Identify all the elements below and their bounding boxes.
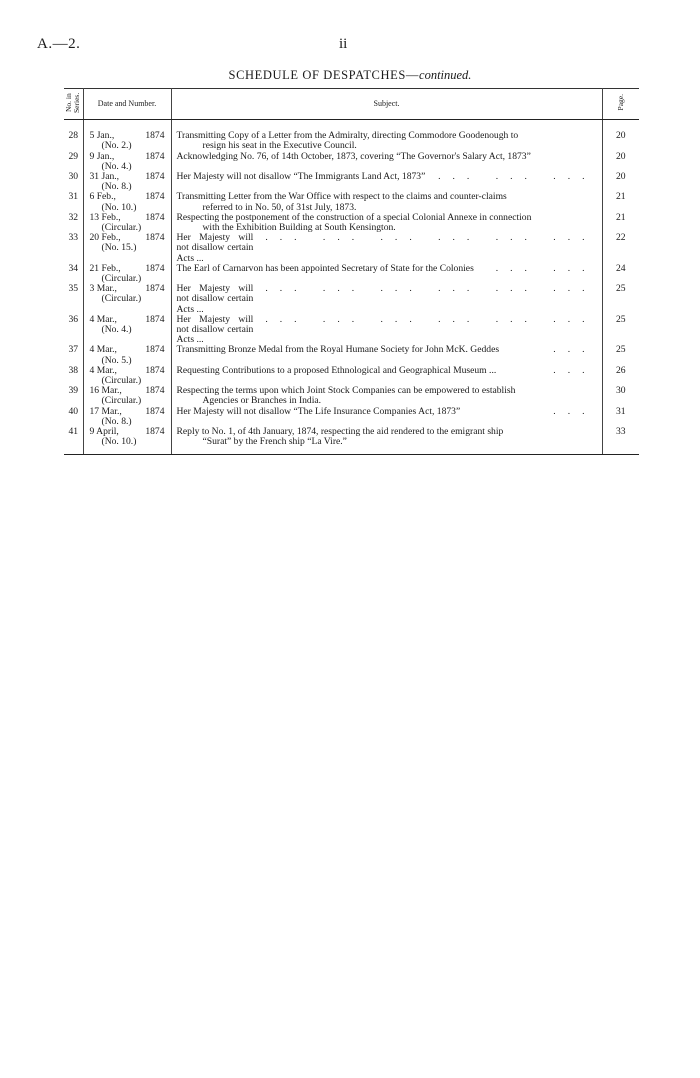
date-and-number [83,120,171,152]
table-row [64,192,639,212]
despatch-subject [171,152,602,172]
table-row [64,120,639,152]
despatch-number: (Circular.) [101,375,142,387]
subject-continuation: “Surat” by the French ship “La Vire.” [202,436,347,448]
subject-text: Transmitting Bronze Medal from the Royal Humane Society for John McK. Geddes [176,344,500,356]
series-number: 37 [64,345,83,365]
header-page-label: Page. [615,94,625,111]
despatch-subject [171,407,602,427]
despatch-day-month: 5 Jan., [89,130,115,142]
despatch-year: 1874 [145,211,165,223]
date-and-number [83,345,171,365]
schedule-title [0,68,700,83]
subject-line [177,345,597,355]
table-row [64,213,639,233]
despatch-year: 1874 [145,313,165,325]
despatch-day-month: 9 Jan., [89,150,115,162]
subject-text: Respecting the postponement of the construction of a special Colonial Annexe in connection [176,211,532,223]
despatch-day-month: 4 Mar., [89,313,117,325]
series-number: 29 [64,152,83,172]
subject-text: Her Majesty will not disallow certain Acts ... [176,283,254,315]
table-row [64,407,639,427]
series-number: 39 [64,386,83,406]
despatch-year: 1874 [145,171,165,183]
subject-text: Reply to No. 1, of 4th January, 1874, respecting the aid rendered to the emigrant ship [176,426,504,438]
series-number: 35 [64,284,83,315]
series-number: 32 [64,213,83,233]
despatch-year: 1874 [145,150,165,162]
despatch-day-month: 3 Mar., [89,283,117,295]
despatch-day-month: 20 Feb., [89,232,121,244]
date-and-number [83,264,171,284]
table-row [64,264,639,284]
despatch-subject [171,192,602,212]
page-reference: 25 [615,283,626,295]
date-and-number [83,213,171,233]
despatch-number: (No. 8.) [101,181,132,193]
subject-text: Her Majesty will not disallow “The Immigrants Land Act, 1873” [176,171,426,183]
subject-text: Her Majesty will not disallow certain Acts ... [176,232,254,264]
page-reference: 20 [615,130,626,142]
page-reference: 21 [615,211,626,223]
page-reference: 20 [615,150,626,162]
date-and-number [83,366,171,386]
despatch-year: 1874 [145,283,165,295]
table-row [64,233,639,264]
date-and-number [83,407,171,427]
despatch-day-month: 21 Feb., [89,262,121,274]
despatch-day-month: 6 Feb., [89,191,116,203]
subject-continuation: resign his seat in the Executive Council. [202,140,357,152]
subject-continuation: with the Exhibition Building at South Kensington. [202,222,396,234]
header-subject: Subject. [171,89,602,120]
table-row [64,152,639,172]
subject-text: The Earl of Carnarvon has been appointed Secretary of State for the Colonies [176,262,474,274]
subject-line [177,366,597,376]
series-number: 31 [64,192,83,212]
date-and-number [83,172,171,192]
page-reference: 30 [615,385,626,397]
subject-text: Requesting Contributions to a proposed Ethnological and Geographical Museum ... [176,364,497,376]
document-reference: A.—2. [37,36,81,52]
despatch-number: (No. 5.) [101,354,132,366]
despatch-subject [171,345,602,365]
series-number: 40 [64,407,83,427]
despatch-subject [171,427,602,454]
despatch-day-month: 4 Mar., [89,364,117,376]
page-reference: 33 [602,427,639,454]
date-and-number [83,233,171,264]
leader-dots: ... [553,344,597,356]
despatch-year: 1874 [145,262,165,274]
despatch-subject [171,366,602,386]
despatch-year: 1874 [145,364,165,376]
leader-dots: ... ... [495,262,597,274]
subject-text: Transmitting Copy of a Letter from the Admiralty, directing Commodore Goodenough to [176,130,519,142]
subject-continuation: referred to in No. 50, of 31st July, 1873. [202,201,357,213]
header-series [64,89,83,120]
page-reference: 25 [615,344,626,356]
table-header-row [64,89,639,120]
despatch-schedule-table [64,88,639,455]
despatch-day-month: 13 Feb., [89,211,121,223]
despatch-number: (No. 4.) [101,324,132,336]
despatch-number: (Circular.) [101,222,142,234]
despatch-number: (No. 8.) [101,415,132,427]
leader-dots: ... ... ... ... ... ... [265,283,597,295]
despatch-subject [171,264,602,284]
page-reference: 21 [615,191,626,203]
table-row [64,172,639,192]
date-and-number [83,386,171,406]
subject-line [177,407,597,417]
despatch-number: (Circular.) [101,293,142,305]
header-date: Date and Number. [83,89,171,120]
table-row [64,345,639,365]
page-reference: 31 [615,405,626,417]
leader-dots: ... ... ... [438,171,597,183]
despatch-subject [171,284,602,315]
page-reference: 24 [615,262,626,274]
despatch-year: 1874 [145,426,165,438]
series-number: 28 [64,120,83,152]
page-reference: 20 [615,171,626,183]
subject-line [177,264,597,274]
date-and-number [83,192,171,212]
series-number: 38 [64,366,83,386]
despatch-year: 1874 [145,191,165,203]
table-row [64,315,639,346]
despatch-subject [171,386,602,406]
despatch-year: 1874 [145,405,165,417]
despatch-day-month: 9 April, [89,426,119,438]
series-number: 36 [64,315,83,346]
despatch-subject [171,315,602,346]
despatch-day-month: 16 Mar., [89,385,122,397]
subject-text: Her Majesty will not disallow “The Life Insurance Companies Act, 1873” [176,405,461,417]
despatch-number: (Circular.) [101,395,142,407]
series-number: 34 [64,264,83,284]
despatch-year: 1874 [145,385,165,397]
schedule-title-main: SCHEDULE OF DESPATCHES— [228,68,420,82]
page-number: ii [339,36,348,52]
subject-line [177,152,597,162]
despatch-subject [171,120,602,152]
despatch-year: 1874 [145,232,165,244]
table-row [64,386,639,406]
date-and-number [83,315,171,346]
despatch-number: (No. 15.) [101,242,137,254]
header-page [602,89,639,120]
despatch-subject [171,233,602,264]
despatch-subject [171,172,602,192]
series-number: 33 [64,233,83,264]
date-and-number [83,152,171,172]
subject-line [177,172,597,182]
table-row [64,427,639,454]
despatch-year: 1874 [145,344,165,356]
date-and-number [83,284,171,315]
subject-text: Respecting the terms upon which Joint Stock Companies can be empowered to establish [176,385,516,397]
page-reference: 26 [615,364,626,376]
series-number: 30 [64,172,83,192]
subject-continuation: Agencies or Branches in India. [202,395,322,407]
despatch-number: (No. 10.) [101,436,137,448]
series-number: 41 [64,427,83,454]
despatch-day-month: 17 Mar., [89,405,122,417]
subject-line [177,284,597,315]
subject-text: Transmitting Letter from the War Office with respect to the claims and counter-claims [176,191,507,203]
schedule-title-suffix: continued. [419,68,472,82]
date-and-number [83,427,171,454]
despatch-number: (Circular.) [101,273,142,285]
page-reference: 25 [615,313,626,325]
despatch-number: (No. 10.) [101,201,137,213]
header-series-label: No. in Series. [64,92,82,113]
despatch-year: 1874 [145,130,165,142]
leader-dots: ... [553,405,597,417]
despatch-subject [171,213,602,233]
leader-dots: ... [553,364,597,376]
subject-text: Acknowledging No. 76, of 14th October, 1873, covering “The Governor's Salary Act, 1873” [176,150,531,162]
despatch-day-month: 4 Mar., [89,344,117,356]
leader-dots: ... ... ... ... ... ... [265,232,597,244]
subject-line [177,233,597,264]
subject-text: Her Majesty will not disallow certain Acts ... [176,313,254,346]
subject-line [177,315,597,346]
page-reference: 22 [615,232,626,244]
despatch-day-month: 31 Jan., [89,171,120,183]
leader-dots: ... ... ... ... ... ... [265,313,597,325]
despatch-number: (No. 2.) [101,140,132,152]
table-row [64,366,639,386]
despatch-number: (No. 4.) [101,160,132,172]
table-row [64,284,639,315]
